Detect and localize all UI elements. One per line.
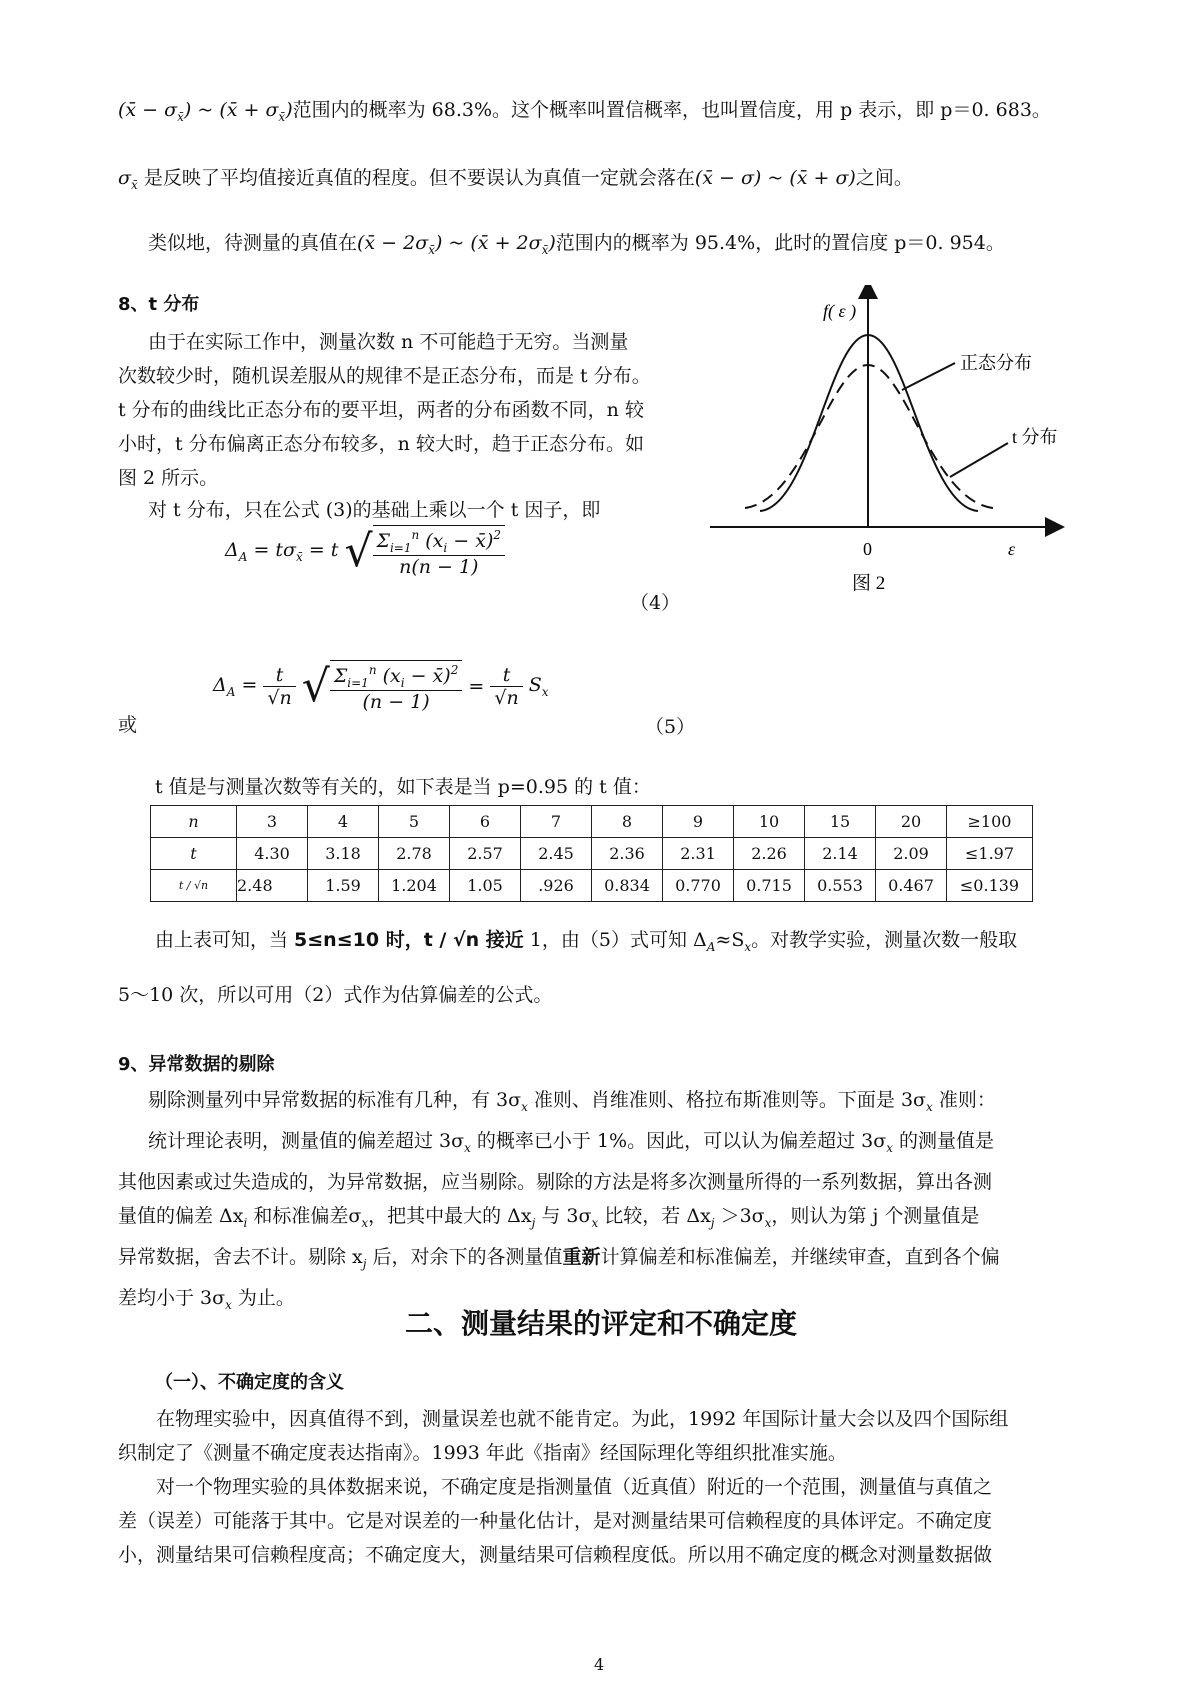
line2-text-a: 是反映了平均值接近真值的程度。但不要误认为真值一定就会落在 xyxy=(143,167,695,189)
table-cell: 2.31 xyxy=(663,838,734,870)
table-cell: 10 xyxy=(734,806,805,838)
line3-text-b: 范围内的概率为 95.4%，此时的置信度 p＝0. 954。 xyxy=(555,232,1005,254)
line2 xyxy=(118,163,913,192)
table-cell: 0.715 xyxy=(734,870,805,902)
conclusion-text: 1，由（5）式可知 Δ xyxy=(523,929,707,951)
formula-range-sigma: (x̄ − σ) ~ (x̄ + σ) xyxy=(694,167,856,189)
t-value-table xyxy=(150,805,1033,902)
xlabel: ε xyxy=(1008,539,1016,559)
para1-line: 次数较少时，随机误差服从的规律不是正态分布，而是 t 分布。 xyxy=(118,365,651,387)
sigma-xbar-symbol: $\sigma_{x̄}$ xyxy=(118,167,138,192)
label-t: t 分布 xyxy=(1012,427,1058,447)
table-cell: 9 xyxy=(663,806,734,838)
table-cell: 1.05 xyxy=(450,870,521,902)
conclusion-text: ≈S xyxy=(715,929,745,951)
label-t-pointer xyxy=(950,443,1008,477)
table-cell: 3 xyxy=(237,806,308,838)
table-cell: 2.36 xyxy=(592,838,663,870)
table-cell: 0.467 xyxy=(876,870,947,902)
ylabel: f( ε ) xyxy=(823,301,857,321)
para-line: 对一个物理实验的具体数据来说，不确定度是指测量值（近真值）附近的一个范围，测量值与真值之 xyxy=(156,1476,993,1498)
s9-line: 其他因素或过失造成的，为异常数据，应当剔除。剔除的方法是将多次测量所得的一系列数据，算出各测 xyxy=(118,1171,993,1193)
equation-4: $\Delta_A = t\sigma_{x̄} = t$ √ $\frac{\Sigma_{i=1}^n (x_i - x̄)^2}{n(n - 1)}$ xyxy=(225,525,505,578)
s9-line: 异常数据，舍去不计。剔除 $x_j$ 后，对余下的各测量值重新计算偏差和标准偏差，并继续审查，直到各个偏 xyxy=(118,1246,1000,1271)
chapter2-para1 xyxy=(118,1402,1098,1470)
table-cell: ≤1.97 xyxy=(947,838,1033,870)
table-cell: 6 xyxy=(450,806,521,838)
figure2 xyxy=(710,285,1070,595)
para1-line: t 分布的曲线比正态分布的要平坦，两者的分布函数不同，n 较 xyxy=(118,399,644,421)
para-line: 在物理实验中，因真值得不到，测量误差也就不能肯定。为此，1992 年国际计量大会以及四个国际组 xyxy=(156,1408,1009,1430)
table-row xyxy=(151,870,1033,902)
table-cell: 2.26 xyxy=(734,838,805,870)
page-number: 4 xyxy=(594,1655,605,1674)
line1 xyxy=(118,95,1051,124)
para1-line: 图 2 所示。 xyxy=(118,467,219,489)
table-cell: 2.48 xyxy=(237,870,308,902)
table-cell: t / √n xyxy=(151,870,237,902)
table-cell: 5 xyxy=(379,806,450,838)
conclusion-line2: 5～10 次，所以可用（2）式作为估算偏差的公式。 xyxy=(118,984,553,1006)
formula-range-1sigma: (x̄ − $\sigma_{x̄}$) ~ (x̄ + $\sigma_{x̄}$) xyxy=(118,99,293,124)
chapter2-para2 xyxy=(118,1470,1098,1572)
table-cell: .926 xyxy=(521,870,592,902)
table-intro: t 值是与测量次数等有关的，如下表是当 p=0.95 的 t 值： xyxy=(155,776,651,798)
table-cell: 2.09 xyxy=(876,838,947,870)
table-row xyxy=(151,806,1033,838)
table-row xyxy=(151,838,1033,870)
equation-5: $\Delta_A$ = $\frac{t}{√n}$ √ $\frac{\Sigma_{i=1}^n (x_i - x̄)^2}{(n - 1)}$ = $\frac{t}{√n}$ $S_x$ xyxy=(213,661,549,713)
table-cell: 20 xyxy=(876,806,947,838)
eq4-label: （4） xyxy=(630,592,681,614)
subsection-heading: （一）、不确定度的含义 xyxy=(155,1372,344,1393)
para-line: 差（误差）可能落于其中。它是对误差的一种量化估计，是对测量结果可信赖程度的具体评定。不确定度 xyxy=(118,1510,993,1532)
label-normal-pointer xyxy=(902,363,955,390)
table-cell: 0.770 xyxy=(663,870,734,902)
conclusion-bold: 5≤n≤10 时，t / √n 接近 xyxy=(294,929,524,951)
eq5-label: （5） xyxy=(645,716,696,738)
section8-heading: 8、t 分布 xyxy=(118,294,200,315)
table-cell: 15 xyxy=(805,806,876,838)
table-cell: 2.57 xyxy=(450,838,521,870)
table-cell: n xyxy=(151,806,237,838)
table-cell: 1.204 xyxy=(379,870,450,902)
section9-body xyxy=(118,1083,1098,1322)
table-cell: 1.59 xyxy=(308,870,379,902)
s9-line: 剔除测量列中异常数据的标准有几种，有 $3\sigma_x$ 准则、肖维准则、格拉布斯准则等。下面是 $3\sigma_x$ 准则： xyxy=(148,1089,996,1114)
line1-text: 范围内的概率为 68.3%。这个概率叫置信概率，也叫置信度，用 p 表示，即 p＝0. 683。 xyxy=(292,99,1051,121)
para-line: 小，测量结果可信赖程度高；不确定度大，测量结果可信赖程度低。所以用不确定度的概念对测量数据做 xyxy=(118,1544,993,1566)
table-cell: ≤0.139 xyxy=(947,870,1033,902)
line3-text-a: 类似地，待测量的真值在 xyxy=(148,232,358,254)
table-cell: 2.78 xyxy=(379,838,450,870)
para1-line: 由于在实际工作中，测量次数 n 不可能趋于无穷。当测量 xyxy=(148,331,629,353)
figure-caption: 图 2 xyxy=(852,573,886,594)
table-cell: 0.834 xyxy=(592,870,663,902)
conclusion-text: 由上表可知，当 xyxy=(155,929,295,951)
line3 xyxy=(148,228,1005,257)
table-cell: 8 xyxy=(592,806,663,838)
s9-line: 差均小于 $3\sigma_x$ 为止。 xyxy=(118,1287,295,1312)
label-normal: 正态分布 xyxy=(960,353,1032,373)
s9-line: 统计理论表明，测量值的偏差超过 $3\sigma_x$ 的概率已小于 1%。因此，可以认为偏差超过 $3\sigma_x$ 的测量值是 xyxy=(148,1130,995,1155)
table-cell: 0.553 xyxy=(805,870,876,902)
table-cell: 4.30 xyxy=(237,838,308,870)
chapter2-title: 二、测量结果的评定和不确定度 xyxy=(405,1307,798,1340)
eq5-prefix: 或 xyxy=(118,714,138,736)
table-cell: 2.14 xyxy=(805,838,876,870)
table-cell: 7 xyxy=(521,806,592,838)
table-cell: 3.18 xyxy=(308,838,379,870)
s9-line: 量值的偏差 $\Delta x_i$ 和标准偏差$\sigma_x$，把其中最大的 $\Delta x_j$ 与 $3\sigma_x$ 比较，若 $\Delta x_j >3\sigma_x$，则认为第 j 个测量值是 xyxy=(118,1205,980,1230)
table-cell: 4 xyxy=(308,806,379,838)
conclusion-text: 。对教学实验，测量次数一般取 xyxy=(751,929,1018,951)
para-line: 织制定了《测量不确定度表达指南》。1993 年此《指南》经国际理化等组织批准实施。 xyxy=(118,1442,847,1464)
line2-text-b: 之间。 xyxy=(855,167,913,189)
table-cell: ≥100 xyxy=(947,806,1033,838)
section8-para2: 对 t 分布，只在公式 (3)的基础上乘以一个 t 因子，即 xyxy=(148,499,601,521)
section9-heading: 9、异常数据的剔除 xyxy=(118,1054,275,1075)
conclusion-line1: 由上表可知，当 5≤n≤10 时，t / √n 接近 1，由（5）式可知 $\Delta_A\approx S_x$。对教学实验，测量次数一般取 xyxy=(155,929,1018,954)
para1-line: 小时，t 分布偏离正态分布较多，n 较大时，趋于正态分布。如 xyxy=(118,433,644,455)
table-cell: t xyxy=(151,838,237,870)
section8-para1 xyxy=(118,325,708,495)
table-cell: 2.45 xyxy=(521,838,592,870)
origin-label: 0 xyxy=(863,539,872,559)
formula-range-2sigma: (x̄ − $2\sigma_{x̄}$) ~ (x̄ + $2\sigma_{x̄}$) xyxy=(357,232,556,257)
